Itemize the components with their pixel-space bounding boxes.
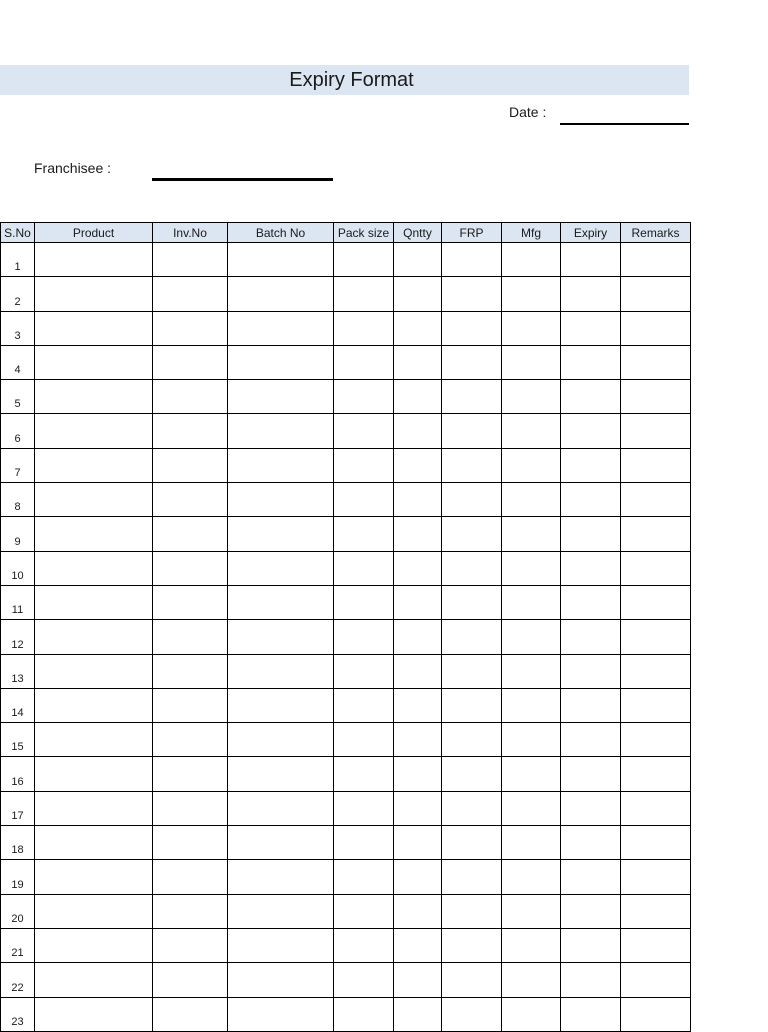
batch-no-cell[interactable] <box>228 483 334 517</box>
product-cell[interactable] <box>35 414 153 448</box>
frp-cell[interactable] <box>442 894 502 928</box>
pack-size-cell[interactable] <box>334 894 394 928</box>
date-label: Date : <box>509 104 547 120</box>
inv-no-cell[interactable] <box>153 517 228 551</box>
header-inv-no: Inv.No <box>153 223 228 243</box>
batch-no-cell[interactable] <box>228 517 334 551</box>
row-number: 1 <box>1 243 35 277</box>
page-title: Expiry Format <box>289 68 414 91</box>
mfg-cell[interactable] <box>502 757 561 791</box>
product-cell[interactable] <box>35 688 153 722</box>
inv-no-cell[interactable] <box>153 380 228 414</box>
batch-no-cell[interactable] <box>228 654 334 688</box>
batch-no-cell[interactable] <box>228 997 334 1031</box>
inv-no-cell[interactable] <box>153 620 228 654</box>
table-row <box>1 517 691 551</box>
table-row <box>1 345 691 379</box>
mfg-cell[interactable] <box>502 688 561 722</box>
pack-size-cell[interactable] <box>334 620 394 654</box>
batch-no-cell[interactable] <box>228 345 334 379</box>
table-row <box>1 723 691 757</box>
inv-no-cell[interactable] <box>153 894 228 928</box>
pack-size-cell[interactable] <box>334 757 394 791</box>
product-cell[interactable] <box>35 620 153 654</box>
product-cell[interactable] <box>35 448 153 482</box>
product-cell[interactable] <box>35 277 153 311</box>
qntty-cell[interactable] <box>394 757 442 791</box>
product-cell[interactable] <box>35 826 153 860</box>
expiry-cell[interactable] <box>561 963 621 997</box>
pack-size-cell[interactable] <box>334 243 394 277</box>
frp-cell[interactable] <box>442 414 502 448</box>
table-row <box>1 997 691 1031</box>
header-batch-no: Batch No <box>228 223 334 243</box>
expiry-cell[interactable] <box>561 551 621 585</box>
qntty-cell[interactable] <box>394 654 442 688</box>
product-cell[interactable] <box>35 997 153 1031</box>
row-number: 16 <box>1 757 35 791</box>
batch-no-cell[interactable] <box>228 688 334 722</box>
remarks-cell[interactable] <box>621 654 691 688</box>
product-cell[interactable] <box>35 723 153 757</box>
row-number: 22 <box>1 963 35 997</box>
row-number: 18 <box>1 826 35 860</box>
table-row <box>1 894 691 928</box>
header-mfg: Mfg <box>502 223 561 243</box>
table-row <box>1 826 691 860</box>
inv-no-cell[interactable] <box>153 791 228 825</box>
table-row <box>1 414 691 448</box>
expiry-cell[interactable] <box>561 997 621 1031</box>
product-cell[interactable] <box>35 928 153 962</box>
pack-size-cell[interactable] <box>334 277 394 311</box>
qntty-cell[interactable] <box>394 345 442 379</box>
batch-no-cell[interactable] <box>228 928 334 962</box>
expiry-cell[interactable] <box>561 894 621 928</box>
remarks-cell[interactable] <box>621 894 691 928</box>
qntty-cell[interactable] <box>394 723 442 757</box>
table-row <box>1 963 691 997</box>
expiry-cell[interactable] <box>561 311 621 345</box>
row-number: 15 <box>1 723 35 757</box>
batch-no-cell[interactable] <box>228 311 334 345</box>
mfg-cell[interactable] <box>502 448 561 482</box>
mfg-cell[interactable] <box>502 380 561 414</box>
row-number: 3 <box>1 311 35 345</box>
mfg-cell[interactable] <box>502 311 561 345</box>
remarks-cell[interactable] <box>621 414 691 448</box>
qntty-cell[interactable] <box>394 997 442 1031</box>
pack-size-cell[interactable] <box>334 311 394 345</box>
qntty-cell[interactable] <box>394 963 442 997</box>
frp-cell[interactable] <box>442 277 502 311</box>
mfg-cell[interactable] <box>502 860 561 894</box>
remarks-cell[interactable] <box>621 757 691 791</box>
expiry-cell[interactable] <box>561 448 621 482</box>
qntty-cell[interactable] <box>394 483 442 517</box>
inv-no-cell[interactable] <box>153 757 228 791</box>
pack-size-cell[interactable] <box>334 860 394 894</box>
header-frp: FRP <box>442 223 502 243</box>
mfg-cell[interactable] <box>502 963 561 997</box>
expiry-cell[interactable] <box>561 243 621 277</box>
frp-cell[interactable] <box>442 551 502 585</box>
mfg-cell[interactable] <box>502 791 561 825</box>
product-cell[interactable] <box>35 483 153 517</box>
expiry-cell[interactable] <box>561 620 621 654</box>
remarks-cell[interactable] <box>621 620 691 654</box>
qntty-cell[interactable] <box>394 414 442 448</box>
title-band <box>0 65 689 95</box>
row-number: 12 <box>1 620 35 654</box>
pack-size-cell[interactable] <box>334 723 394 757</box>
table-row <box>1 243 691 277</box>
pack-size-cell[interactable] <box>334 928 394 962</box>
expiry-cell[interactable] <box>561 380 621 414</box>
batch-no-cell[interactable] <box>228 963 334 997</box>
product-cell[interactable] <box>35 311 153 345</box>
mfg-cell[interactable] <box>502 997 561 1031</box>
product-cell[interactable] <box>35 791 153 825</box>
pack-size-cell[interactable] <box>334 688 394 722</box>
remarks-cell[interactable] <box>621 517 691 551</box>
mfg-cell[interactable] <box>502 620 561 654</box>
remarks-cell[interactable] <box>621 243 691 277</box>
qntty-cell[interactable] <box>394 688 442 722</box>
mfg-cell[interactable] <box>502 243 561 277</box>
qntty-cell[interactable] <box>394 277 442 311</box>
pack-size-cell[interactable] <box>334 483 394 517</box>
qntty-cell[interactable] <box>394 620 442 654</box>
pack-size-cell[interactable] <box>334 585 394 619</box>
table-row <box>1 860 691 894</box>
franchisee-fill-line[interactable] <box>152 178 333 181</box>
header-sno: S.No <box>1 223 35 243</box>
expiry-cell[interactable] <box>561 688 621 722</box>
remarks-cell[interactable] <box>621 448 691 482</box>
table-row <box>1 483 691 517</box>
table-row <box>1 654 691 688</box>
mfg-cell[interactable] <box>502 585 561 619</box>
row-number: 21 <box>1 928 35 962</box>
product-cell[interactable] <box>35 243 153 277</box>
header-pack-size: Pack size <box>334 223 394 243</box>
expiry-cell[interactable] <box>561 414 621 448</box>
mfg-cell[interactable] <box>502 894 561 928</box>
batch-no-cell[interactable] <box>228 243 334 277</box>
row-number: 20 <box>1 894 35 928</box>
row-number: 4 <box>1 345 35 379</box>
mfg-cell[interactable] <box>502 517 561 551</box>
mfg-cell[interactable] <box>502 723 561 757</box>
inv-no-cell[interactable] <box>153 551 228 585</box>
pack-size-cell[interactable] <box>334 997 394 1031</box>
mfg-cell[interactable] <box>502 551 561 585</box>
remarks-cell[interactable] <box>621 345 691 379</box>
pack-size-cell[interactable] <box>334 345 394 379</box>
expiry-cell[interactable] <box>561 860 621 894</box>
remarks-cell[interactable] <box>621 791 691 825</box>
expiry-cell[interactable] <box>561 826 621 860</box>
frp-cell[interactable] <box>442 826 502 860</box>
header-product: Product <box>35 223 153 243</box>
header-remarks: Remarks <box>621 223 691 243</box>
batch-no-cell[interactable] <box>228 791 334 825</box>
qntty-cell[interactable] <box>394 928 442 962</box>
inv-no-cell[interactable] <box>153 243 228 277</box>
frp-cell[interactable] <box>442 860 502 894</box>
frp-cell[interactable] <box>442 757 502 791</box>
row-number: 11 <box>1 585 35 619</box>
inv-no-cell[interactable] <box>153 688 228 722</box>
expiry-cell[interactable] <box>561 757 621 791</box>
batch-no-cell[interactable] <box>228 414 334 448</box>
remarks-cell[interactable] <box>621 311 691 345</box>
remarks-cell[interactable] <box>621 860 691 894</box>
product-cell[interactable] <box>35 654 153 688</box>
product-cell[interactable] <box>35 963 153 997</box>
batch-no-cell[interactable] <box>228 826 334 860</box>
frp-cell[interactable] <box>442 380 502 414</box>
inv-no-cell[interactable] <box>153 963 228 997</box>
frp-cell[interactable] <box>442 654 502 688</box>
batch-no-cell[interactable] <box>228 894 334 928</box>
remarks-cell[interactable] <box>621 585 691 619</box>
row-number: 7 <box>1 448 35 482</box>
expiry-cell[interactable] <box>561 654 621 688</box>
qntty-cell[interactable] <box>394 791 442 825</box>
pack-size-cell[interactable] <box>334 448 394 482</box>
pack-size-cell[interactable] <box>334 791 394 825</box>
product-cell[interactable] <box>35 894 153 928</box>
frp-cell[interactable] <box>442 448 502 482</box>
inv-no-cell[interactable] <box>153 585 228 619</box>
table-row <box>1 448 691 482</box>
remarks-cell[interactable] <box>621 483 691 517</box>
mfg-cell[interactable] <box>502 928 561 962</box>
mfg-cell[interactable] <box>502 826 561 860</box>
qntty-cell[interactable] <box>394 860 442 894</box>
expiry-cell[interactable] <box>561 345 621 379</box>
inv-no-cell[interactable] <box>153 826 228 860</box>
row-number: 23 <box>1 997 35 1031</box>
table-row <box>1 277 691 311</box>
franchisee-label: Franchisee : <box>34 160 112 176</box>
table-row <box>1 688 691 722</box>
batch-no-cell[interactable] <box>228 448 334 482</box>
table-row <box>1 380 691 414</box>
frp-cell[interactable] <box>442 517 502 551</box>
remarks-cell[interactable] <box>621 723 691 757</box>
table-row <box>1 757 691 791</box>
qntty-cell[interactable] <box>394 894 442 928</box>
table-row <box>1 551 691 585</box>
inv-no-cell[interactable] <box>153 654 228 688</box>
batch-no-cell[interactable] <box>228 620 334 654</box>
pack-size-cell[interactable] <box>334 963 394 997</box>
table-row <box>1 928 691 962</box>
table-row <box>1 311 691 345</box>
frp-cell[interactable] <box>442 997 502 1031</box>
inv-no-cell[interactable] <box>153 483 228 517</box>
qntty-cell[interactable] <box>394 585 442 619</box>
qntty-cell[interactable] <box>394 448 442 482</box>
frp-cell[interactable] <box>442 345 502 379</box>
product-cell[interactable] <box>35 585 153 619</box>
row-number: 6 <box>1 414 35 448</box>
expiry-table <box>0 222 691 1032</box>
product-cell[interactable] <box>35 860 153 894</box>
batch-no-cell[interactable] <box>228 380 334 414</box>
product-cell[interactable] <box>35 380 153 414</box>
table-row <box>1 791 691 825</box>
qntty-cell[interactable] <box>394 551 442 585</box>
frp-cell[interactable] <box>442 688 502 722</box>
row-number: 19 <box>1 860 35 894</box>
batch-no-cell[interactable] <box>228 860 334 894</box>
mfg-cell[interactable] <box>502 414 561 448</box>
mfg-cell[interactable] <box>502 277 561 311</box>
expiry-cell[interactable] <box>561 928 621 962</box>
expiry-cell[interactable] <box>561 723 621 757</box>
product-cell[interactable] <box>35 551 153 585</box>
product-cell[interactable] <box>35 517 153 551</box>
inv-no-cell[interactable] <box>153 448 228 482</box>
remarks-cell[interactable] <box>621 688 691 722</box>
frp-cell[interactable] <box>442 483 502 517</box>
frp-cell[interactable] <box>442 928 502 962</box>
remarks-cell[interactable] <box>621 826 691 860</box>
qntty-cell[interactable] <box>394 826 442 860</box>
mfg-cell[interactable] <box>502 483 561 517</box>
remarks-cell[interactable] <box>621 551 691 585</box>
row-number: 13 <box>1 654 35 688</box>
product-cell[interactable] <box>35 345 153 379</box>
qntty-cell[interactable] <box>394 517 442 551</box>
row-number: 17 <box>1 791 35 825</box>
qntty-cell[interactable] <box>394 243 442 277</box>
expiry-cell[interactable] <box>561 483 621 517</box>
remarks-cell[interactable] <box>621 963 691 997</box>
inv-no-cell[interactable] <box>153 860 228 894</box>
qntty-cell[interactable] <box>394 311 442 345</box>
inv-no-cell[interactable] <box>153 414 228 448</box>
frp-cell[interactable] <box>442 585 502 619</box>
frp-cell[interactable] <box>442 620 502 654</box>
row-number: 2 <box>1 277 35 311</box>
batch-no-cell[interactable] <box>228 551 334 585</box>
header-qntty: Qntty <box>394 223 442 243</box>
inv-no-cell[interactable] <box>153 345 228 379</box>
pack-size-cell[interactable] <box>334 414 394 448</box>
batch-no-cell[interactable] <box>228 277 334 311</box>
inv-no-cell[interactable] <box>153 928 228 962</box>
table-header-row <box>1 223 691 243</box>
inv-no-cell[interactable] <box>153 277 228 311</box>
product-cell[interactable] <box>35 757 153 791</box>
inv-no-cell[interactable] <box>153 311 228 345</box>
batch-no-cell[interactable] <box>228 757 334 791</box>
inv-no-cell[interactable] <box>153 723 228 757</box>
row-number: 8 <box>1 483 35 517</box>
table-row <box>1 620 691 654</box>
expiry-cell[interactable] <box>561 585 621 619</box>
inv-no-cell[interactable] <box>153 997 228 1031</box>
frp-cell[interactable] <box>442 963 502 997</box>
frp-cell[interactable] <box>442 723 502 757</box>
row-number: 14 <box>1 688 35 722</box>
pack-size-cell[interactable] <box>334 826 394 860</box>
frp-cell[interactable] <box>442 243 502 277</box>
frp-cell[interactable] <box>442 311 502 345</box>
remarks-cell[interactable] <box>621 277 691 311</box>
row-number: 9 <box>1 517 35 551</box>
row-number: 10 <box>1 551 35 585</box>
pack-size-cell[interactable] <box>334 551 394 585</box>
expiry-cell[interactable] <box>561 277 621 311</box>
pack-size-cell[interactable] <box>334 380 394 414</box>
date-fill-line[interactable] <box>560 123 689 125</box>
batch-no-cell[interactable] <box>228 585 334 619</box>
row-number: 5 <box>1 380 35 414</box>
expiry-cell[interactable] <box>561 791 621 825</box>
pack-size-cell[interactable] <box>334 517 394 551</box>
table-row <box>1 585 691 619</box>
frp-cell[interactable] <box>442 791 502 825</box>
remarks-cell[interactable] <box>621 997 691 1031</box>
qntty-cell[interactable] <box>394 380 442 414</box>
pack-size-cell[interactable] <box>334 654 394 688</box>
remarks-cell[interactable] <box>621 380 691 414</box>
expiry-cell[interactable] <box>561 517 621 551</box>
batch-no-cell[interactable] <box>228 723 334 757</box>
remarks-cell[interactable] <box>621 928 691 962</box>
header-expiry: Expiry <box>561 223 621 243</box>
mfg-cell[interactable] <box>502 345 561 379</box>
mfg-cell[interactable] <box>502 654 561 688</box>
